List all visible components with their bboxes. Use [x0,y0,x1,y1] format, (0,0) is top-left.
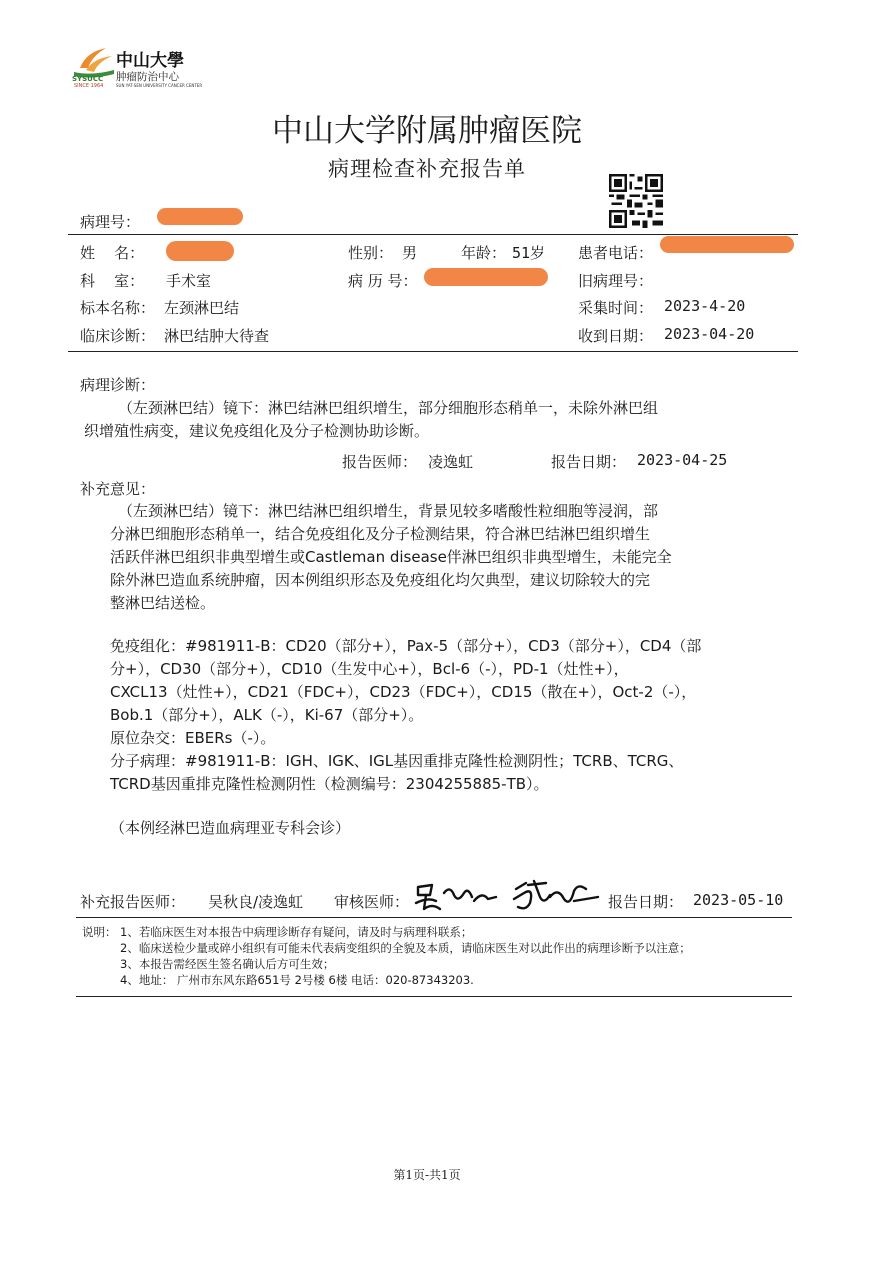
report-title: 病理检查补充报告单 [328,157,526,181]
handwritten-signature [414,873,600,913]
page-number: 第1页-共1页 [393,1168,461,1182]
notes-list [120,924,691,988]
received-value: 2023-04-20 [664,325,755,343]
name-label: 姓 名： [80,244,145,262]
collect-label: 采集时间： [578,299,654,317]
ihc-line: Bob.1（部分+），ALK（-），Ki-67（部分+）。 [110,706,424,724]
reviewer-label: 审核医师： [334,893,410,911]
gender-label: 性别： [348,244,394,262]
ihc-text [110,635,701,796]
supp-doctor: 吴秋良/凌逸虹 [208,893,304,911]
specimen-value: 左颈淋巴结 [164,299,240,317]
supplement-title: 补充意见： [80,480,156,498]
diagnosis-title: 病理诊断： [80,376,156,394]
hospital-logo [72,42,202,92]
ihc-line: 免疫组化：#981911-B：CD20（部分+），Pax-5（部分+），CD3（部分+），CD4（部 [110,637,702,655]
note-item: 2、临床送检少量或碎小组织有可能未代表病变组织的全貌及本质，请临床医生对以此作出的病理诊断予以注意； [120,941,691,955]
ihc-line: 分+），CD30（部分+），CD10（生发中心+），Bcl-6（-），PD-1（灶性+）， [110,660,629,678]
old-pathology-label: 旧病理号： [578,272,654,290]
logo-name: 中山大學 [116,51,184,71]
supplement-line: （左颈淋巴结）镜下：淋巴结淋巴组织增生，背景见较多嗜酸性粒细胞等浸润，部 [118,502,659,520]
redaction-phone [660,236,794,253]
note-item: 4、地址： 广州市东风东路651号 2号楼 6楼 电话：020-87343203. [120,973,474,987]
qr-code-icon [609,174,663,228]
logo-subtitle: 肿瘤防治中心 [116,71,179,83]
hospital-title: 中山大学附属肿瘤医院 [272,113,582,149]
gender-value: 男 [402,244,418,262]
clinical-label: 临床诊断： [80,327,156,345]
supplement-line: 整淋巴结送检。 [110,594,216,612]
sign-divider [76,917,792,918]
redaction-record-no [424,268,548,286]
ish-line: 原位杂交：EBERs（-）。 [110,729,276,747]
age-label: 年龄： [461,244,507,262]
notes-divider [76,996,792,997]
dept-value: 手术室 [166,272,212,290]
redaction-name [166,241,234,261]
final-date: 2023-05-10 [693,891,784,909]
specimen-label: 标本名称： [80,299,156,317]
record-label: 病 历 号： [348,272,418,290]
received-label: 收到日期： [578,327,654,345]
final-date-label: 报告日期： [608,893,684,911]
diagnosis-date-label: 报告日期： [551,453,627,471]
diagnosis-text [84,397,659,443]
diagnosis-doctor: 凌逸虹 [428,453,474,471]
header-divider [68,234,798,235]
phone-label: 患者电话： [578,244,654,262]
note-item: 1、若临床医生对本报告中病理诊断存有疑问，请及时与病理科联系； [120,925,473,939]
supplement-line: 活跃伴淋巴组织非典型增生或Castleman disease伴淋巴组织非典型增生，未能完全 [110,548,672,566]
supplement-text [110,500,672,615]
dept-label: 科 室： [80,272,145,290]
supplement-line: 除外淋巴造血系统肿瘤，因本例组织形态及免疫组化均欠典型，建议切除较大的完 [110,571,651,589]
diagnosis-doctor-label: 报告医师： [342,453,418,471]
diagnosis-line: （左颈淋巴结）镜下：淋巴结淋巴组织增生，部分细胞形态稍单一，未除外淋巴组 [118,399,659,417]
note-item: 3、本报告需经医生签名确认后方可生效； [120,957,335,971]
supplement-line: 分淋巴细胞形态稍单一，结合免疫组化及分子检测结果，符合淋巴结淋巴组织增生 [110,525,651,543]
logo-since: SINCE 1964 [74,83,104,89]
logo-english: SUN YAT-SEN UNIVERSITY CANCER CENTER [116,83,203,88]
info-divider [68,351,798,352]
redaction-pathology-no [157,208,243,225]
ihc-line: CXCL13（灶性+），CD21（FDC+），CD23（FDC+），CD15（散在+），Oct-2（-）， [110,683,697,701]
diagnosis-date: 2023-04-25 [637,451,728,469]
age-value: 51岁 [512,244,546,262]
clinical-value: 淋巴结肿大待查 [164,327,270,345]
molecular-line: TCRD基因重排克隆性检测阴性（检测编号：2304255885-TB）。 [110,775,549,793]
molecular-line: 分子病理：#981911-B：IGH、IGK、IGL基因重排克隆性检测阴性；TCRB、TCRG、 [110,752,684,770]
consult-note: （本例经淋巴造血病理亚专科会诊） [110,819,351,837]
pathology-no-label: 病理号： [80,213,141,231]
notes-label: 说明： [82,925,117,939]
supp-doctor-label: 补充报告医师： [80,893,186,911]
collect-value: 2023-4-20 [664,297,746,315]
logo-mark: SYSUCC [72,75,104,83]
diagnosis-line: 织增殖性病变，建议免疫组化及分子检测协助诊断。 [84,422,430,440]
